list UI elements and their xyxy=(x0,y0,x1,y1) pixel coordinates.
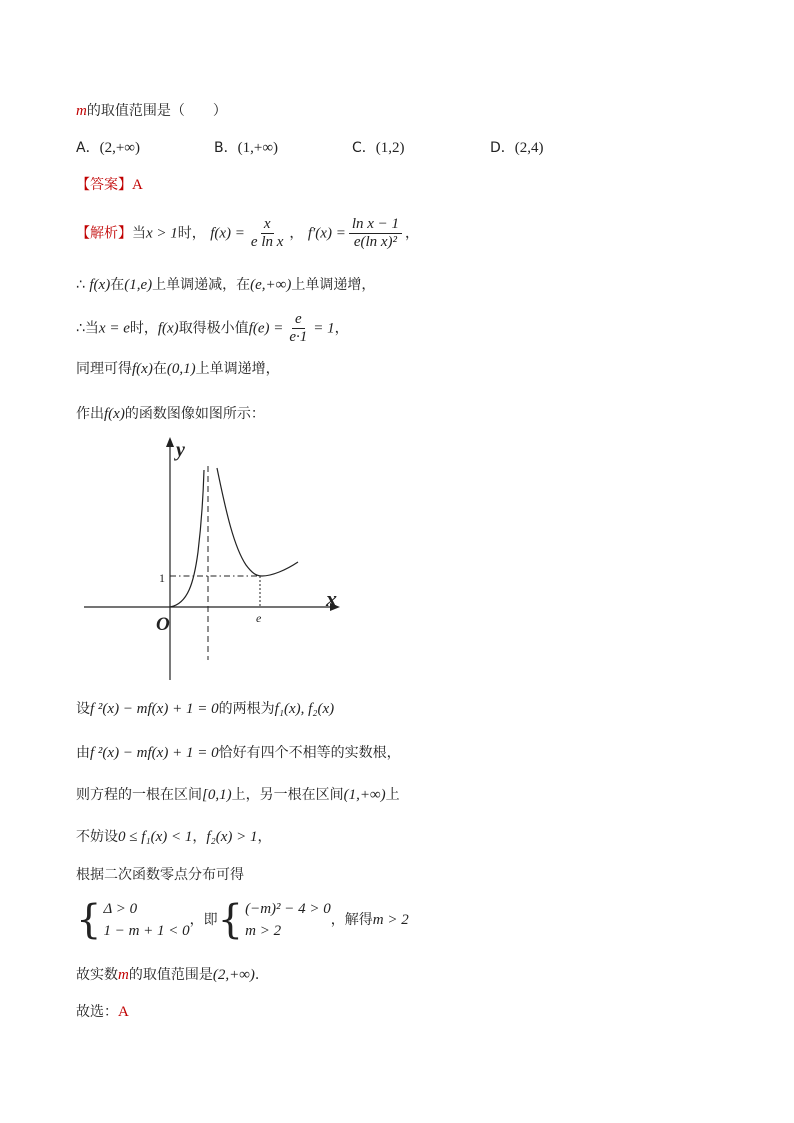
option-c-letter: C． xyxy=(352,140,376,156)
option-d xyxy=(490,137,544,159)
text: 故实数 xyxy=(76,967,118,983)
system-row: m > 2 xyxy=(245,923,282,939)
text: 时， xyxy=(177,225,206,242)
analysis-line-4 xyxy=(76,358,280,380)
text: 的函数图像如图所示： xyxy=(124,406,265,422)
math: m xyxy=(118,967,129,983)
analysis-line-7 xyxy=(76,742,401,764)
math: (e,+∞) xyxy=(250,277,292,293)
text: 则方程的一根在区间 xyxy=(76,787,202,803)
text: 设 xyxy=(76,701,90,717)
text: 上单调递增， xyxy=(291,277,376,293)
denominator: e·1 xyxy=(289,329,308,345)
question-stem xyxy=(76,100,227,122)
math: f(x) xyxy=(157,320,179,337)
option-a xyxy=(76,137,140,159)
fraction xyxy=(286,311,310,346)
text: ∴当 xyxy=(76,320,99,337)
analysis-line-11 xyxy=(76,898,409,942)
curve-right-branch xyxy=(217,468,298,576)
math: f₁(x), f₂(x) xyxy=(274,701,335,717)
math: f(x) = xyxy=(210,225,245,242)
text: 恰好有四个不相等的实数根， xyxy=(218,745,401,761)
analysis-line-8 xyxy=(76,784,400,806)
curve-left-branch xyxy=(170,470,204,607)
fraction xyxy=(248,216,286,251)
option-b-letter: B． xyxy=(214,140,238,156)
text: 上单调递减，在 xyxy=(152,277,251,293)
text: ，即 xyxy=(189,912,218,928)
text: 当 xyxy=(132,225,146,242)
text: 不妨设 xyxy=(76,829,118,845)
math: x > 1 xyxy=(146,225,178,242)
text: 由 xyxy=(76,745,90,761)
brace: { xyxy=(76,897,102,943)
text: 的两根为 xyxy=(218,701,275,717)
e-label: e xyxy=(256,611,262,625)
inequality-system-1 xyxy=(76,898,190,942)
math: (0,1) xyxy=(166,361,196,377)
stem-variable: m xyxy=(76,103,87,119)
option-d-letter: D． xyxy=(490,140,515,156)
math: (1,+∞) xyxy=(343,787,386,803)
analysis-line-9: 不妨设0 ≤ f₁(x) < 1，f₂(x) > 1， xyxy=(76,829,272,845)
text: 时， xyxy=(129,320,158,337)
y-axis-label: y xyxy=(176,439,185,461)
x-axis-label: x xyxy=(326,586,337,611)
math: f(x) xyxy=(104,406,125,422)
option-b xyxy=(214,137,278,159)
brace: { xyxy=(217,897,244,943)
numerator: x xyxy=(261,216,274,234)
math: = 1 xyxy=(313,320,335,337)
text: 的取值范围是 xyxy=(128,967,213,983)
analysis-line-10 xyxy=(76,864,244,886)
answer-line xyxy=(76,174,143,196)
math: f ²(x) − mf(x) + 1 = 0 xyxy=(90,745,219,761)
text: 同理可得 xyxy=(76,361,132,377)
analysis-line-2 xyxy=(76,274,375,296)
answer-label: 【答案】 xyxy=(76,177,132,193)
math: f(e) = xyxy=(248,320,284,337)
math: 0 ≤ f₁(x) < 1 xyxy=(118,829,193,845)
text: 上 xyxy=(385,787,400,803)
analysis-line-5 xyxy=(76,403,265,425)
math: (2,+∞) xyxy=(212,967,255,983)
analysis-line-13 xyxy=(76,1001,129,1023)
numerator: ln x − 1 xyxy=(349,216,402,234)
math: x = e xyxy=(98,320,130,337)
text: 故选： xyxy=(76,1004,118,1020)
text: 在 xyxy=(110,277,125,293)
answer-value: A xyxy=(132,177,143,193)
math: f ²(x) − mf(x) + 1 = 0 xyxy=(90,701,219,717)
system-row: (−m)² − 4 > 0 xyxy=(245,901,331,917)
origin-label: O xyxy=(156,614,170,635)
y-axis-arrow xyxy=(166,437,174,447)
system-row: 1 − m + 1 < 0 xyxy=(103,923,190,939)
analysis-line-12: 故实数m的取值范围是(2,+∞). xyxy=(76,967,260,983)
denominator: e ln x xyxy=(250,234,284,250)
math: f′(x) = xyxy=(307,225,346,242)
math: f(x) xyxy=(132,361,153,377)
denominator: e(ln x)² xyxy=(353,234,398,250)
final-answer: A xyxy=(118,1004,129,1020)
text: 上，另一根在区间 xyxy=(231,787,344,803)
fraction xyxy=(349,216,402,251)
one-label: 1 xyxy=(159,571,165,585)
text: ，解得 xyxy=(330,912,373,928)
text: ， xyxy=(192,829,207,845)
math: f₂(x) > 1 xyxy=(206,829,258,845)
stem-text: 的取值范围是（ ） xyxy=(86,103,227,119)
option-d-value: (2,4) xyxy=(514,140,544,156)
text: 在 xyxy=(152,361,167,377)
analysis-line-1: 【解析】当x > 1时， f(x) = $\frac{x}{\text{e ln x}}$ ， f′(x) = $\frac{\text{ln x − 1}}{\text{e(ln x)²}}$ ， xyxy=(76,216,420,250)
function-graph xyxy=(76,432,356,684)
system-row: Δ > 0 xyxy=(103,901,138,917)
numerator: e xyxy=(292,311,305,329)
math: [0,1) xyxy=(202,787,232,803)
text: 取得极小值 xyxy=(178,320,249,337)
option-b-value: (1,+∞) xyxy=(237,140,279,156)
text: ∴ xyxy=(76,277,85,293)
analysis-line-6 xyxy=(76,698,334,720)
math: f(x) xyxy=(89,277,111,293)
option-a-value: (2,+∞) xyxy=(99,140,140,156)
inequality-system-2 xyxy=(218,898,331,942)
text: 作出 xyxy=(76,406,104,422)
math: m > 2 xyxy=(372,912,409,928)
analysis-label: 【解析】 xyxy=(76,225,132,242)
option-c-value: (1,2) xyxy=(375,140,405,156)
math: (1,e) xyxy=(124,277,153,293)
option-c xyxy=(352,137,405,159)
analysis-line-3: ∴当x = e时，f(x)取得极小值f(e) = $\frac{e}{e\cdot 1}$ = 1， xyxy=(76,311,349,345)
option-a-letter: A． xyxy=(76,140,100,156)
text: 上单调递增， xyxy=(195,361,280,377)
text: 根据二次函数零点分布可得 xyxy=(76,867,244,883)
